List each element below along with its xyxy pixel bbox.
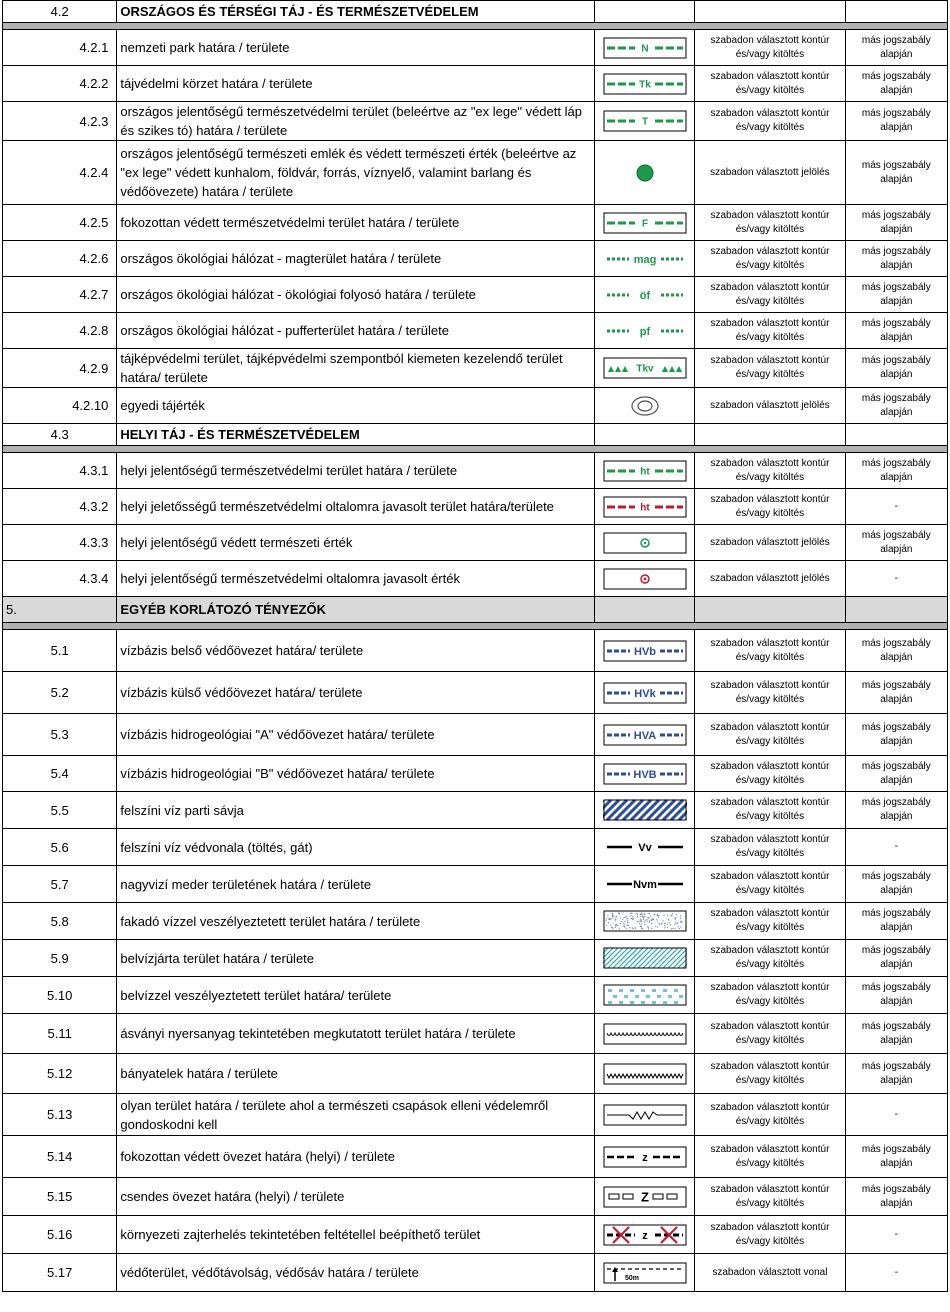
symbol-label: Tkv — [635, 363, 654, 375]
table-row — [3, 866, 948, 903]
row-legal-basis: más jogszabály alapján — [845, 349, 947, 388]
row-number: 4.2.7 — [3, 277, 117, 313]
scallop-symbol — [603, 1023, 687, 1045]
row-description: országos ökológiai hálózat - pufferterület határa / területe — [117, 313, 595, 349]
row-description: országos jelentőségű természetvédelmi terület (beleértve az "ex lege" védett láp és szikes tó) határa / területe — [117, 102, 595, 141]
row-symbol — [594, 453, 694, 489]
table-row — [3, 66, 948, 102]
row-legal-basis: más jogszabály alapján — [845, 1178, 947, 1216]
row-mode: szabadon választott kontúr és/vagy kitöltés — [695, 903, 845, 940]
table-row — [3, 205, 948, 241]
row-description: tájvédelmi körzet határa / területe — [117, 66, 595, 102]
table-row — [3, 525, 948, 561]
empty-cell — [695, 424, 845, 446]
table-row — [3, 388, 948, 424]
row-legal-basis: más jogszabály alapján — [845, 66, 947, 102]
row-description: helyi jeletősségű természetvédelmi oltalomra javasolt terület határa/területe — [117, 489, 595, 525]
section-header — [3, 597, 948, 623]
dash-blue-label-symbol — [603, 724, 687, 746]
table-row — [3, 940, 948, 977]
section-divider — [3, 23, 948, 30]
row-description: vízbázis külső védőövezet határa/ területe — [117, 672, 595, 714]
row-number: 5.11 — [3, 1014, 117, 1054]
row-number: 5.5 — [3, 792, 117, 829]
row-legal-basis: - — [845, 829, 947, 866]
row-symbol — [594, 1094, 694, 1136]
line-black-label-symbol — [603, 836, 687, 858]
table-row — [3, 313, 948, 349]
row-legal-basis: más jogszabály alapján — [845, 277, 947, 313]
row-number: 5.4 — [3, 756, 117, 792]
row-mode: szabadon választott kontúr és/vagy kitöltés — [695, 313, 845, 349]
row-symbol — [594, 940, 694, 977]
dash-blue-label-symbol — [603, 682, 687, 704]
row-number: 5.3 — [3, 714, 117, 756]
hatch-teal-symbol — [603, 947, 687, 969]
row-legal-basis: - — [845, 561, 947, 597]
symbol-label: pf — [639, 325, 650, 338]
row-description: fakadó vízzel veszélyeztetett terület határa / területe — [117, 903, 595, 940]
row-description: vízbázis belső védőövezet határa/ területe — [117, 630, 595, 672]
double-circle-symbol — [603, 395, 687, 417]
section-header — [3, 1, 948, 23]
marks-teal-symbol — [603, 984, 687, 1006]
dash-red-label-symbol — [603, 496, 687, 518]
row-legal-basis: más jogszabály alapján — [845, 241, 947, 277]
dash-blue-label-symbol — [603, 640, 687, 662]
row-symbol — [594, 630, 694, 672]
table-row — [3, 277, 948, 313]
row-legal-basis: más jogszabály alapján — [845, 792, 947, 829]
row-mode: szabadon választott kontúr és/vagy kitöltés — [695, 977, 845, 1014]
row-number: 5.2 — [3, 672, 117, 714]
wave-small-symbol — [603, 1104, 687, 1126]
row-symbol — [594, 977, 694, 1014]
row-symbol — [594, 866, 694, 903]
dash-green-label-symbol — [603, 460, 687, 482]
row-description: fokozottan védett övezet határa (helyi) / területe — [117, 1136, 595, 1178]
row-mode: szabadon választott kontúr és/vagy kitöltés — [695, 630, 845, 672]
row-description: országos ökológiai hálózat - ökológiai folyosó határa / területe — [117, 277, 595, 313]
row-number: 5.17 — [3, 1254, 117, 1292]
row-number: 4.3.2 — [3, 489, 117, 525]
row-legal-basis: - — [845, 1094, 947, 1136]
row-number: 5.9 — [3, 940, 117, 977]
row-mode: szabadon választott kontúr és/vagy kitöltés — [695, 829, 845, 866]
table-row — [3, 489, 948, 525]
table-row — [3, 349, 948, 388]
row-symbol — [594, 756, 694, 792]
table-row — [3, 756, 948, 792]
row-legal-basis: más jogszabály alapján — [845, 1054, 947, 1094]
row-legal-basis: - — [845, 1254, 947, 1292]
row-description: egyedi tájérték — [117, 388, 595, 424]
table-row — [3, 561, 948, 597]
row-legal-basis: - — [845, 1216, 947, 1254]
symbol-label: Z — [640, 1189, 649, 1205]
row-symbol — [594, 388, 694, 424]
row-number: 4.2.5 — [3, 205, 117, 241]
table-row — [3, 630, 948, 672]
section-divider — [3, 446, 948, 453]
dotted-green-label-symbol — [603, 284, 687, 306]
row-number: 4.2.2 — [3, 66, 117, 102]
symbol-label: z — [641, 1229, 648, 1242]
row-number: 4.2.4 — [3, 141, 117, 205]
table-row — [3, 241, 948, 277]
row-description: országos ökológiai hálózat - magterület határa / területe — [117, 241, 595, 277]
row-symbol — [594, 241, 694, 277]
row-symbol — [594, 205, 694, 241]
symbol-label: HVk — [633, 687, 656, 700]
row-mode: szabadon választott kontúr és/vagy kitöltés — [695, 1216, 845, 1254]
dash-blue-label-symbol — [603, 763, 687, 785]
row-legal-basis: más jogszabály alapján — [845, 866, 947, 903]
row-description: vízbázis hidrogeológiai "B" védőövezet határa/ területe — [117, 756, 595, 792]
row-number: 4.2.9 — [3, 349, 117, 388]
row-legal-basis: más jogszabály alapján — [845, 903, 947, 940]
row-legal-basis: más jogszabály alapján — [845, 205, 947, 241]
divider-band — [3, 623, 948, 630]
dash-green-label-symbol — [603, 110, 687, 132]
row-mode: szabadon választott kontúr és/vagy kitöltés — [695, 349, 845, 388]
dash-green-label-symbol — [603, 73, 687, 95]
table-row — [3, 903, 948, 940]
row-description: helyi jelentőségű védett természeti érték — [117, 525, 595, 561]
row-legal-basis: más jogszabály alapján — [845, 1136, 947, 1178]
row-symbol — [594, 525, 694, 561]
row-symbol — [594, 1014, 694, 1054]
row-mode: szabadon választott kontúr és/vagy kitöltés — [695, 672, 845, 714]
empty-cell — [845, 597, 947, 623]
stipple-symbol — [603, 910, 687, 932]
row-description: belvízzel veszélyeztetett terület határa/ területe — [117, 977, 595, 1014]
row-description: környezeti zajterhelés tekintetében feltétellel beépíthető terület — [117, 1216, 595, 1254]
empty-cell — [845, 424, 947, 446]
line-black-label-symbol — [603, 873, 687, 895]
symbol-label: ht — [639, 466, 650, 478]
row-number: 5.14 — [3, 1136, 117, 1178]
empty-cell — [594, 597, 694, 623]
table-row — [3, 792, 948, 829]
protect-line-symbol — [603, 1262, 687, 1284]
dotted-green-label-symbol — [603, 320, 687, 342]
row-symbol — [594, 489, 694, 525]
row-symbol — [594, 561, 694, 597]
row-number: 4.2.1 — [3, 30, 117, 66]
symbol-label: Vv — [637, 841, 652, 854]
row-mode: szabadon választott kontúr és/vagy kitöltés — [695, 30, 845, 66]
symbol-label: N — [640, 43, 649, 55]
row-number: 5.12 — [3, 1054, 117, 1094]
row-number: 4.2.6 — [3, 241, 117, 277]
row-symbol — [594, 1054, 694, 1094]
row-number: 5.15 — [3, 1178, 117, 1216]
symbol-label: Nvm — [632, 878, 657, 891]
symbol-label: HVB — [632, 768, 657, 781]
row-description: nemzeti park határa / területe — [117, 30, 595, 66]
row-legal-basis: más jogszabály alapján — [845, 977, 947, 1014]
row-number: 5.6 — [3, 829, 117, 866]
row-number: 5.16 — [3, 1216, 117, 1254]
row-mode: szabadon választott kontúr és/vagy kitöltés — [695, 756, 845, 792]
row-symbol — [594, 672, 694, 714]
row-number: 5.13 — [3, 1094, 117, 1136]
row-legal-basis: más jogszabály alapján — [845, 453, 947, 489]
row-symbol — [594, 1178, 694, 1216]
row-legal-basis: - — [845, 489, 947, 525]
row-number: 5.8 — [3, 903, 117, 940]
row-legal-basis: más jogszabály alapján — [845, 672, 947, 714]
table-row — [3, 829, 948, 866]
row-mode: szabadon választott kontúr és/vagy kitöltés — [695, 1014, 845, 1054]
symbol-label: 50m — [624, 1274, 639, 1282]
row-number: 4.3.4 — [3, 561, 117, 597]
empty-cell — [594, 424, 694, 446]
row-description: helyi jelentőségű természetvédelmi terület határa / területe — [117, 453, 595, 489]
row-mode: szabadon választott kontúr és/vagy kitöltés — [695, 792, 845, 829]
row-number: 5.7 — [3, 866, 117, 903]
section-number: 4.3 — [3, 424, 117, 446]
row-legal-basis: más jogszabály alapján — [845, 102, 947, 141]
row-mode: szabadon választott jelölés — [695, 141, 845, 205]
hollow-dash-label-symbol — [603, 1186, 687, 1208]
ring-green-symbol — [603, 532, 687, 554]
row-description: országos jelentőségű természeti emlék és védett természeti érték (beleértve az "ex lege" védett kunhalom, földvár, forrás, víznyelő, valamint barlang és védőövezete) határa / területe — [117, 141, 595, 205]
row-number: 5.10 — [3, 977, 117, 1014]
row-mode: szabadon választott kontúr és/vagy kitöltés — [695, 66, 845, 102]
row-legal-basis: más jogszabály alapján — [845, 313, 947, 349]
section-number: 4.2 — [3, 1, 117, 23]
row-symbol — [594, 792, 694, 829]
row-description: felszíni víz védvonala (töltés, gát) — [117, 829, 595, 866]
row-description: belvízjárta terület határa / területe — [117, 940, 595, 977]
zigzag-symbol — [603, 1063, 687, 1085]
row-number: 4.2.8 — [3, 313, 117, 349]
table-row — [3, 453, 948, 489]
row-number: 4.2.10 — [3, 388, 117, 424]
table-row — [3, 141, 948, 205]
row-mode: szabadon választott kontúr és/vagy kitöltés — [695, 1054, 845, 1094]
table-row — [3, 1178, 948, 1216]
row-symbol — [594, 66, 694, 102]
section-header — [3, 424, 948, 446]
dotted-green-label-symbol — [603, 248, 687, 270]
row-description: helyi jelentőségű természetvédelmi oltalomra javasolt érték — [117, 561, 595, 597]
row-legal-basis: más jogszabály alapján — [845, 1014, 947, 1054]
row-mode: szabadon választott kontúr és/vagy kitöltés — [695, 1178, 845, 1216]
row-symbol — [594, 903, 694, 940]
table-row — [3, 102, 948, 141]
row-legal-basis: más jogszabály alapján — [845, 714, 947, 756]
row-mode: szabadon választott kontúr és/vagy kitöltés — [695, 241, 845, 277]
row-mode: szabadon választott kontúr és/vagy kitöltés — [695, 940, 845, 977]
row-number: 4.2.3 — [3, 102, 117, 141]
symbol-label: HVA — [633, 729, 656, 742]
row-symbol — [594, 102, 694, 141]
symbol-label: ht — [639, 502, 650, 514]
row-description: csendes övezet határa (helyi) / területe — [117, 1178, 595, 1216]
row-number: 4.3.1 — [3, 453, 117, 489]
row-description: vízbázis hidrogeológiai "A" védőövezet határa/ területe — [117, 714, 595, 756]
triangles-green-label-symbol — [603, 357, 687, 379]
symbol-label: F — [641, 218, 648, 230]
row-legal-basis: más jogszabály alapján — [845, 525, 947, 561]
row-description: nagyvizí meder területének határa / területe — [117, 866, 595, 903]
row-symbol — [594, 349, 694, 388]
row-description: védőterület, védőtávolság, védősáv határa / területe — [117, 1254, 595, 1292]
row-mode: szabadon választott jelölés — [695, 388, 845, 424]
dash-green-label-symbol — [603, 212, 687, 234]
row-symbol — [594, 30, 694, 66]
section-number: 5. — [3, 597, 117, 623]
row-description: felszíni víz parti sávja — [117, 792, 595, 829]
symbol-label: z — [641, 1151, 648, 1164]
row-mode: szabadon választott jelölés — [695, 525, 845, 561]
symbol-label: HVb — [633, 645, 656, 658]
ring-red-symbol — [603, 568, 687, 590]
table-row — [3, 1014, 948, 1054]
row-legal-basis: más jogszabály alapján — [845, 141, 947, 205]
table-row — [3, 1094, 948, 1136]
dot-green-symbol — [603, 162, 687, 184]
dash-black-label-symbol — [603, 1146, 687, 1168]
table-row — [3, 30, 948, 66]
row-symbol — [594, 1216, 694, 1254]
symbol-label: T — [641, 116, 648, 128]
legend-table — [2, 0, 948, 1292]
row-mode: szabadon választott kontúr és/vagy kitöltés — [695, 277, 845, 313]
table-row — [3, 977, 948, 1014]
row-legal-basis: más jogszabály alapján — [845, 756, 947, 792]
dash-green-label-symbol — [603, 37, 687, 59]
row-legal-basis: más jogszabály alapján — [845, 388, 947, 424]
cross-red-label-symbol — [603, 1224, 687, 1246]
row-mode: szabadon választott jelölés — [695, 561, 845, 597]
row-description: fokozottan védett természetvédelmi terület határa / területe — [117, 205, 595, 241]
empty-cell — [594, 1, 694, 23]
row-mode: szabadon választott kontúr és/vagy kitöltés — [695, 714, 845, 756]
table-row — [3, 1136, 948, 1178]
section-title: EGYÉB KORLÁTOZÓ TÉNYEZŐK — [117, 597, 595, 623]
symbol-label: mag — [633, 253, 656, 266]
row-legal-basis: más jogszabály alapján — [845, 30, 947, 66]
empty-cell — [695, 597, 845, 623]
row-number: 4.3.3 — [3, 525, 117, 561]
row-mode: szabadon választott kontúr és/vagy kitöltés — [695, 205, 845, 241]
section-divider — [3, 623, 948, 630]
row-mode: szabadon választott kontúr és/vagy kitöltés — [695, 102, 845, 141]
table-row — [3, 672, 948, 714]
row-mode: szabadon választott kontúr és/vagy kitöltés — [695, 1094, 845, 1136]
hatch-blue-symbol — [603, 799, 687, 821]
symbol-label: öf — [639, 289, 650, 302]
row-symbol — [594, 313, 694, 349]
divider-band — [3, 23, 948, 30]
row-description: olyan terület határa / területe ahol a természeti csapások elleni védelemről gondoskodni kell — [117, 1094, 595, 1136]
section-title: ORSZÁGOS ÉS TÉRSÉGI TÁJ - ÉS TERMÉSZETVÉDELEM — [117, 1, 595, 23]
row-mode: szabadon választott kontúr és/vagy kitöltés — [695, 1136, 845, 1178]
table-row — [3, 1216, 948, 1254]
row-legal-basis: más jogszabály alapján — [845, 630, 947, 672]
table-row — [3, 1054, 948, 1094]
row-description: bányatelek határa / területe — [117, 1054, 595, 1094]
row-mode: szabadon választott kontúr és/vagy kitöltés — [695, 489, 845, 525]
row-mode: szabadon választott kontúr és/vagy kitöltés — [695, 866, 845, 903]
row-description: ásványi nyersanyag tekintetében megkutatott terület határa / területe — [117, 1014, 595, 1054]
row-symbol — [594, 1254, 694, 1292]
row-symbol — [594, 829, 694, 866]
row-description: tájképvédelmi terület, tájképvédelmi szempontból kiemeten kezelendő terület határa/ területe — [117, 349, 595, 388]
row-mode: szabadon választott kontúr és/vagy kitöltés — [695, 453, 845, 489]
row-symbol — [594, 714, 694, 756]
divider-band — [3, 446, 948, 453]
row-number: 5.1 — [3, 630, 117, 672]
row-symbol — [594, 141, 694, 205]
row-legal-basis: más jogszabály alapján — [845, 940, 947, 977]
row-symbol — [594, 277, 694, 313]
table-row — [3, 1254, 948, 1292]
empty-cell — [695, 1, 845, 23]
empty-cell — [845, 1, 947, 23]
table-row — [3, 714, 948, 756]
row-symbol — [594, 1136, 694, 1178]
section-title: HELYI TÁJ - ÉS TERMÉSZETVÉDELEM — [117, 424, 595, 446]
row-mode: szabadon választott vonal — [695, 1254, 845, 1292]
symbol-label: Tk — [638, 79, 651, 91]
